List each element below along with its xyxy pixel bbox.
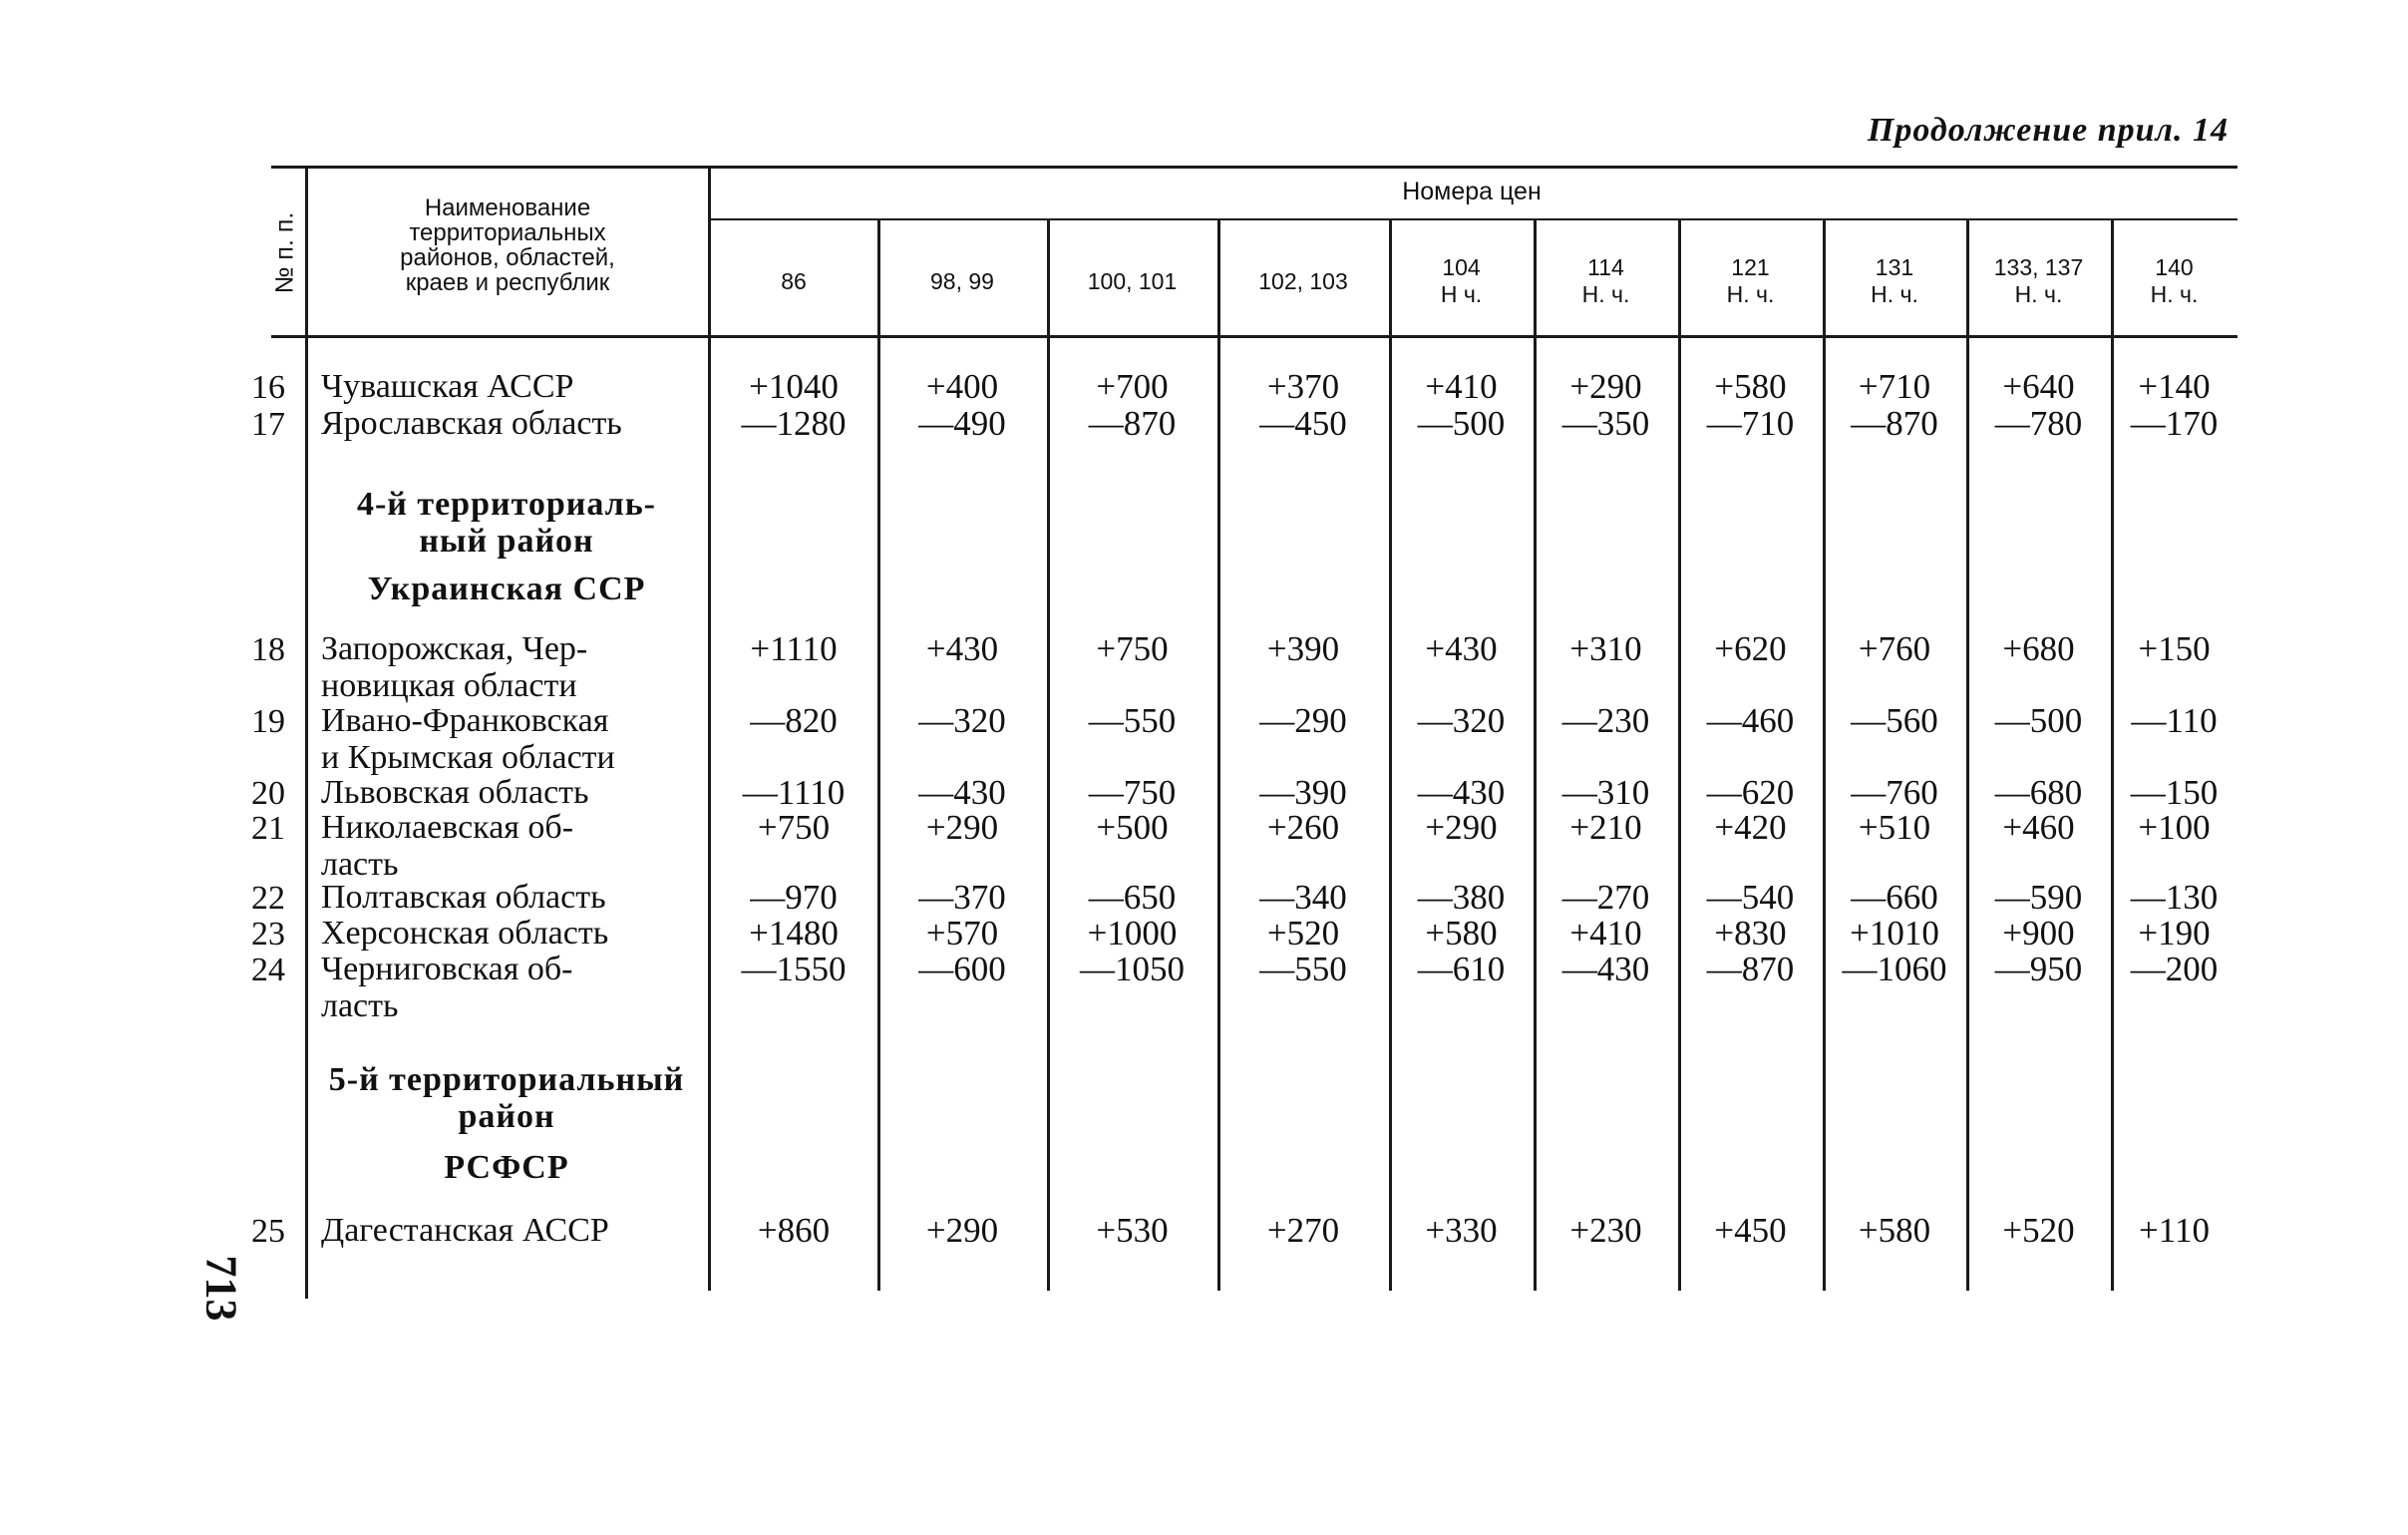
price-adjustment-cell: —370 [918,878,1006,917]
price-column-header: 102, 103 [1258,267,1348,294]
page-number: 713 [196,1255,246,1321]
region-name: Запорожская, Чер- новицкая области [321,630,588,704]
price-adjustment-cell: +390 [1266,629,1340,668]
region-name: Николаевская об- ласть [321,809,574,883]
price-adjustment-cell: —760 [1851,773,1938,812]
price-adjustment-cell: —870 [1706,950,1795,988]
section-heading: 4-й территориаль- ный район [356,486,657,560]
price-column-header: 114 Н. ч. [1581,254,1630,307]
row-number-header: № п. п. [270,211,299,293]
continuation-caption: Продолжение прил. 14 [1867,112,2229,149]
price-adjustment-cell: +830 [1714,914,1787,953]
region-name: Ярославская область [321,405,622,442]
price-adjustment-cell: —430 [1561,950,1650,988]
price-adjustment-cell: —110 [2131,701,2218,740]
price-adjustment-cell: +1000 [1087,914,1178,953]
price-adjustment-cell: —310 [1561,773,1650,812]
price-adjustment-cell: +100 [2138,808,2211,847]
price-column-header: 121 Н. ч. [1726,254,1775,307]
price-adjustment-cell: +410 [1425,367,1498,406]
price-adjustment-cell: +140 [2138,367,2211,406]
name-column-header: Наименование территориальных районов, областей, краев и республик [400,194,615,296]
price-adjustment-cell: —590 [1994,878,2083,917]
price-adjustment-cell: +430 [1425,629,1498,668]
price-adjustment-cell: +370 [1266,367,1340,406]
price-adjustment-cell: +760 [1858,629,1931,668]
price-adjustment-cell: +860 [757,1211,831,1250]
price-adjustment-cell: —710 [1706,404,1795,443]
row-number: 17 [251,406,285,443]
price-adjustment-cell: —200 [2130,950,2219,988]
price-adjustment-cell: +260 [1266,808,1340,847]
price-adjustment-cell: —390 [1259,773,1347,812]
region-name: Дагестанская АССР [321,1212,609,1249]
price-adjustment-cell: +230 [1569,1211,1642,1250]
region-name: Полтавская область [321,879,606,916]
price-adjustment-cell: —550 [1259,950,1347,988]
price-adjustment-cell: +750 [1096,629,1169,668]
price-adjustment-cell: —1110 [742,773,846,812]
price-adjustment-cell: +510 [1858,808,1931,847]
price-adjustment-cell: +680 [2002,629,2075,668]
price-adjustment-cell: +500 [1096,808,1169,847]
price-adjustment-cell: +400 [925,367,999,406]
price-adjustment-cell: +710 [1858,367,1931,406]
price-adjustment-cell: +420 [1714,808,1787,847]
num-column-divider [305,168,308,1299]
price-adjustment-cell: —1050 [1080,950,1185,988]
price-adjustment-cell: +530 [1096,1211,1169,1250]
price-adjustment-cell: +290 [1569,367,1642,406]
row-number: 18 [251,631,285,668]
price-adjustment-cell: —870 [1851,404,1938,443]
price-adjustment-cell: —150 [2130,773,2219,812]
price-adjustment-cell: +580 [1858,1211,1931,1250]
price-column-header: 100, 101 [1087,267,1178,294]
row-number: 23 [251,916,285,953]
price-adjustment-cell: —660 [1851,878,1938,917]
price-adjustment-cell: +310 [1569,629,1642,668]
price-adjustment-cell: —450 [1259,404,1347,443]
price-adjustment-cell: —320 [1417,701,1506,740]
price-adjustment-cell: —820 [750,701,838,740]
price-adjustment-cell: +1480 [749,914,839,953]
row-number: 21 [251,810,285,847]
header-bottom-rule [271,335,2237,338]
price-adjustment-cell: +290 [925,1211,999,1250]
price-adjustment-cell: +1010 [1850,914,1939,953]
region-name: Черниговская об- ласть [321,951,573,1024]
price-adjustment-cell: +520 [1266,914,1340,953]
table-top-rule [271,166,2237,169]
price-adjustment-cell: +330 [1425,1211,1498,1250]
price-adjustment-cell: —1280 [741,404,847,443]
price-adjustment-cell: +450 [1714,1211,1787,1250]
region-name: Чувашская АССР [321,368,574,405]
price-adjustment-cell: —870 [1088,404,1177,443]
section-heading: РСФСР [444,1149,569,1186]
price-adjustment-cell: —550 [1088,701,1177,740]
price-column-header: 86 [781,267,807,294]
price-adjustment-cell: +520 [2002,1211,2075,1250]
price-adjustment-cell: —1060 [1842,950,1947,988]
row-number: 19 [251,703,285,740]
price-adjustment-cell: +570 [925,914,999,953]
price-adjustment-cell: —430 [918,773,1006,812]
region-name: Херсонская область [321,915,609,952]
price-adjustment-cell: —490 [918,404,1006,443]
section-heading: 5-й территориальный район [328,1061,685,1135]
group-header-rule [710,218,2237,220]
price-adjustment-cell: —460 [1706,701,1795,740]
price-adjustment-cell: —560 [1851,701,1938,740]
row-number: 20 [251,775,285,812]
price-adjustment-cell: —780 [1994,404,2083,443]
price-column-header: 104 Н ч. [1440,254,1483,307]
price-column-header: 133, 137 Н. ч. [1993,254,2084,307]
price-adjustment-cell: —750 [1088,773,1177,812]
price-adjustment-cell: +270 [1266,1211,1340,1250]
price-adjustment-cell: —950 [1994,950,2083,988]
price-column-header: 140 Н. ч. [2150,254,2199,307]
price-adjustment-cell: +1110 [750,629,838,668]
row-number: 16 [251,369,285,406]
price-adjustment-cell: —170 [2130,404,2219,443]
price-adjustment-cell: +150 [2138,629,2211,668]
price-adjustment-cell: —650 [1088,878,1177,917]
price-adjustment-cell: —430 [1417,773,1506,812]
price-adjustment-cell: +750 [757,808,831,847]
price-adjustment-cell: +430 [925,629,999,668]
price-adjustment-cell: +410 [1569,914,1642,953]
row-number: 22 [251,880,285,917]
region-name: Львовская область [321,774,589,811]
price-adjustment-cell: +580 [1714,367,1787,406]
price-adjustment-cell: —600 [918,950,1006,988]
price-adjustment-cell: —290 [1259,701,1347,740]
price-adjustment-cell: —620 [1706,773,1795,812]
price-adjustment-cell: —270 [1561,878,1650,917]
price-adjustment-cell: —540 [1706,878,1795,917]
price-adjustment-cell: —130 [2130,878,2219,917]
price-adjustment-cell: —340 [1259,878,1347,917]
price-adjustment-cell: —230 [1561,701,1650,740]
section-heading: Украинская ССР [367,571,646,607]
price-adjustment-cell: +290 [925,808,999,847]
price-adjustment-cell: —680 [1994,773,2083,812]
price-adjustment-cell: —970 [750,878,838,917]
price-adjustment-cell: —500 [1994,701,2083,740]
price-adjustment-cell: +460 [2002,808,2075,847]
price-adjustment-cell: —500 [1417,404,1506,443]
price-adjustment-cell: +620 [1714,629,1787,668]
price-column-header: 131 Н. ч. [1871,254,1918,307]
price-adjustment-cell: +900 [2002,914,2075,953]
price-adjustment-cell: —610 [1417,950,1506,988]
row-number: 25 [251,1213,285,1250]
price-adjustment-cell: —350 [1561,404,1650,443]
price-adjustment-cell: +580 [1425,914,1498,953]
price-column-header: 98, 99 [930,267,994,294]
price-adjustment-cell: +640 [2002,367,2075,406]
price-adjustment-cell: +210 [1569,808,1642,847]
price-adjustment-cell: +290 [1425,808,1498,847]
row-number: 24 [251,952,285,988]
price-adjustment-cell: +190 [2138,914,2211,953]
price-adjustment-cell: —380 [1417,878,1506,917]
price-adjustment-cell: —320 [918,701,1006,740]
price-adjustment-cell: +110 [2139,1211,2210,1250]
region-name: Ивано-Франковская и Крымская области [321,702,615,776]
price-numbers-group-header: Номера цен [1402,178,1542,205]
price-adjustment-cell: +700 [1096,367,1169,406]
price-adjustment-cell: —1550 [741,950,847,988]
price-adjustment-cell: +1040 [749,367,839,406]
